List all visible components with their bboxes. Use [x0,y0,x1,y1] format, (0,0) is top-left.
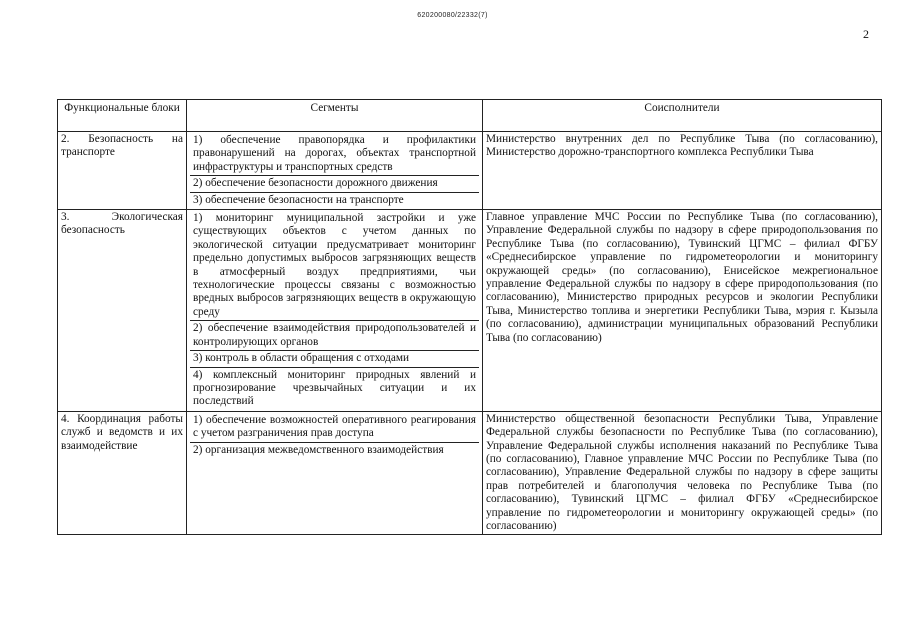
table-row [58,132,882,210]
partners-cell: Министерство общественной безопасности Республики Тыва, Управление Федеральной службы безопасности по Республике Тыва (по согласованию), Управление Федеральной службы исполнения наказаний по Республике Тыва (по согласованию), Главное управление МЧС России по Республике Тыва (по согласованию), Управление Федеральной службы по надзору в сфере защиты прав потребителей и благополучия человека по Республике Тыва (по согласованию), Тувинский ЦГМС – филиал ФГБУ «Среднесибирское управление по гидрометеорологии и мониторингу окружающей среды» (по согласованию) [483,411,882,535]
table-header-row [58,100,882,132]
table-row [58,210,882,412]
segment-item: 3) контроль в области обращения с отходами [190,351,479,367]
block-cell: 2. Безопасность на транспорте [58,132,187,210]
segment-item: 1) обеспечение возможностей оперативного реагирования с учетом разграничения прав доступа [190,413,479,443]
segments-cell [187,210,483,412]
block-cell: 4. Координация работы служб и ведомств и их взаимодействие [58,411,187,535]
partners-cell: Главное управление МЧС России по Республике Тыва (по согласованию), Управление Федеральной службы по надзору в сфере природопользования по Республике Тыва (по согласованию), Тувинский ЦГМС – филиал ФГБУ «Среднесибирское управление по гидрометеорологии и мониторингу окружающей среды» (по согласованию), Енисейское межрегиональное управление Федеральной службы по надзору в сфере природопользования (по согласованию), Министерство природных ресурсов и экологии Республики Тыва, Министерство топлива и энергетики Республики Тыва, мэрия г. Кызыла (по согласованию), администрации муниципальных образований Республики Тыва (по согласованию) [483,210,882,412]
segment-item: 3) обеспечение безопасности на транспорте [193,193,404,206]
segment-item: 2) обеспечение безопасности дорожного движения [190,176,479,192]
block-cell: 3. Экологическая безопасность [58,210,187,412]
header-co-executors: Соисполнители [483,100,882,132]
header-segments: Сегменты [187,100,483,132]
segment-item: 4) комплексный мониторинг природных явлений и прогнозирование чрезвычайных ситуации и их последствий [193,368,476,408]
segments-cell [187,132,483,210]
table-row [58,411,882,535]
segments-cell [187,411,483,535]
header-functional-blocks: Функциональные блоки [58,100,187,132]
segment-item: 1) обеспечение правопорядка и профилактики правонарушений на дорогах, объектах транспортной инфраструктуры и транспортных средств [190,133,479,176]
document-code: 620200080/22332(7) [417,12,488,19]
page-number: 2 [863,27,869,41]
segment-item: 2) обеспечение взаимодействия природопользователей и контролирующих органов [190,321,479,351]
partners-cell: Министерство внутренних дел по Республике Тыва (по согласованию), Министерство дорожно-транспортного комплекса Республики Тыва [483,132,882,210]
executors-table [57,99,882,535]
segment-item: 1) мониторинг муниципальной застройки и уже существующих объектов с учетом данных по экологической ситуации предусматривает мониторинг предельно допустимых выбросов загрязняющих веществ в атмосферный воздух предприятиями, чьи технологические процессы связаны с возможностью вредных выбросов загрязняющих веществ в окружающую среду [190,211,479,321]
segment-item: 2) организация межведомственного взаимодействия [193,443,444,456]
